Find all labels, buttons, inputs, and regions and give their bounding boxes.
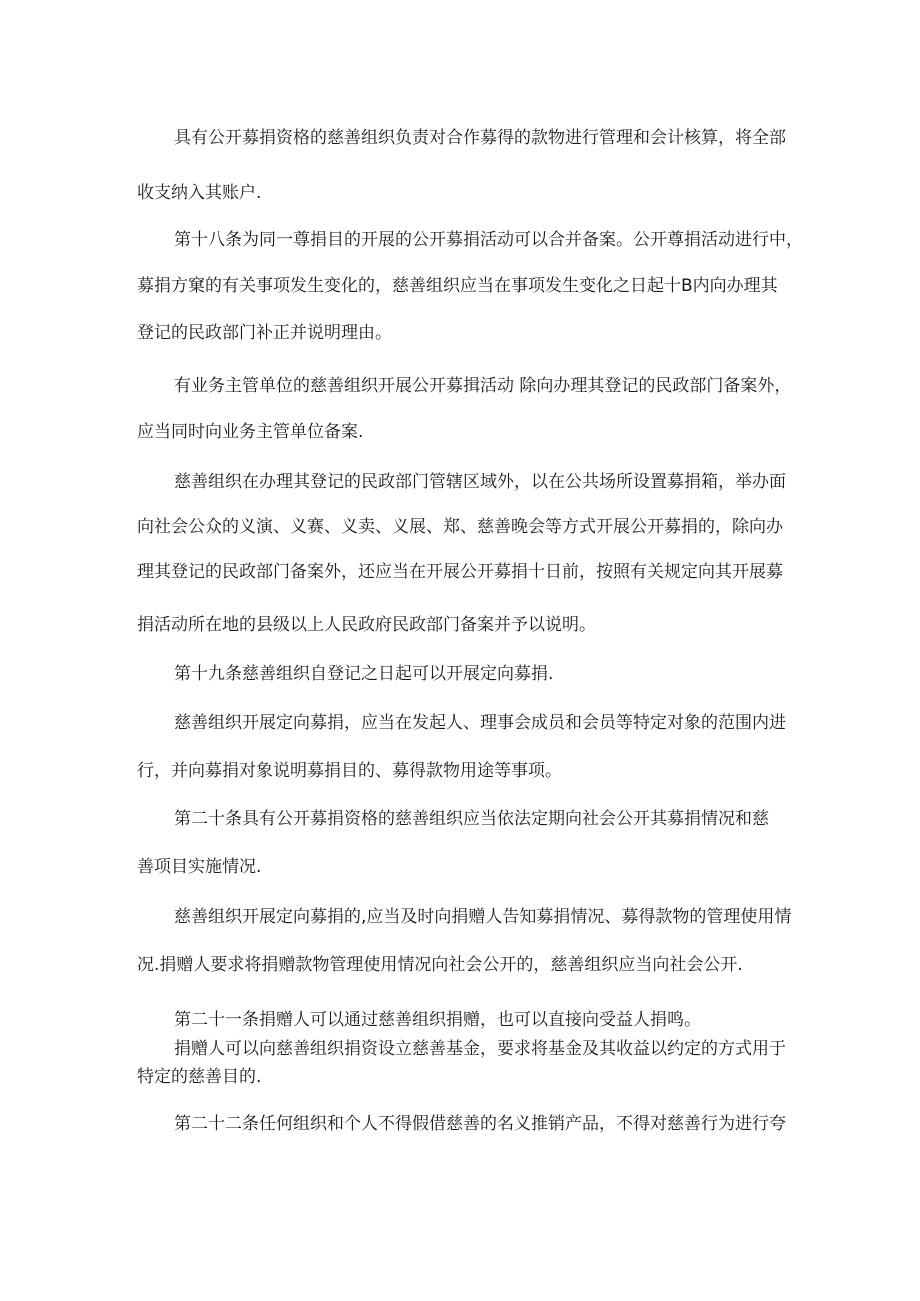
text-line: 第十九条慈善组织自登记之日起可以开展定向募捐. (174, 664, 554, 684)
text-line: 特定的慈善目的. (137, 1067, 262, 1087)
text-line: 况.捐赠人要求将捐赠款物管理使用情况向社会公开的，慈善组织应当向社会公开. (137, 955, 743, 975)
text-line: 慈善组织开展定向募捐，应当在发起人、理事会成员和会员等特定对象的范围内进 (174, 713, 786, 733)
text-line: 向社会公众的义演、义赛、义卖、义展、郑、慈善晚会等方式开展公开募捐的，除向办 (137, 517, 783, 537)
text-line: 慈善组织开展定向募捐的,应当及时向捐赠人告知募捐情况、募得款物的管理使用情 (174, 907, 792, 927)
text-line: 有业务主管单位的慈善组织开展公开募揖活动 除向办理其登记的民政部门备案外， (174, 376, 792, 396)
text-line: 募捐方窠的有关事项发生变化的，慈善组织应当在事项发生变化之日起十B内向办理其 (137, 276, 778, 296)
text-line: 行，并向募捐对象说明募捐目的、募得款物用途等事项。 (137, 761, 562, 781)
text-line: 应当同时向业务主管单位备案. (137, 422, 364, 442)
text-line: 第十八条为同一尊捐目的开展的公开募捐活动可以合并备案。公开尊捐活动进行中， (174, 230, 803, 250)
text-line: 具有公开募捐资格的慈善组织负责对合作募得的款物进行管理和会计核算，将全部 (174, 128, 786, 148)
text-line: 登记的民政部门补正并说明理由。 (137, 323, 392, 343)
text-line: 捐赠人可以向慈善组织捐资设立慈善基金，要求将基金及其收益以约定的方式用于 (174, 1039, 786, 1059)
text-line: 收支纳入其账户. (137, 183, 262, 203)
text-line: 第二十一条捐赠人可以通过慈善组织捐赠，也可以直接向受益人捐鸣。 (174, 1010, 701, 1030)
text-line: 捐活动所在地的县级以上人民政府民政部门备案并予以说明。 (137, 615, 596, 635)
text-line: 善项目实施情况. (137, 857, 262, 877)
text-line: 第二十二条任何组织和个人不得假借慈善的名义推销产品，不得对慈善行为进行夸 (174, 1114, 786, 1134)
text-line: 慈善组织在办理其登记的民政部门管辖区域外，以在公共场所设置募捐箱，举办面 (174, 472, 786, 492)
text-line: 第二十条具有公开募捐资格的慈善组织应当依法定期向社会公开其募捐情况和慈 (174, 809, 769, 829)
text-line: 理其登记的民政部门备案外，还应当在开展公开募捐十日前，按照有关规定向其开展募 (137, 562, 783, 582)
